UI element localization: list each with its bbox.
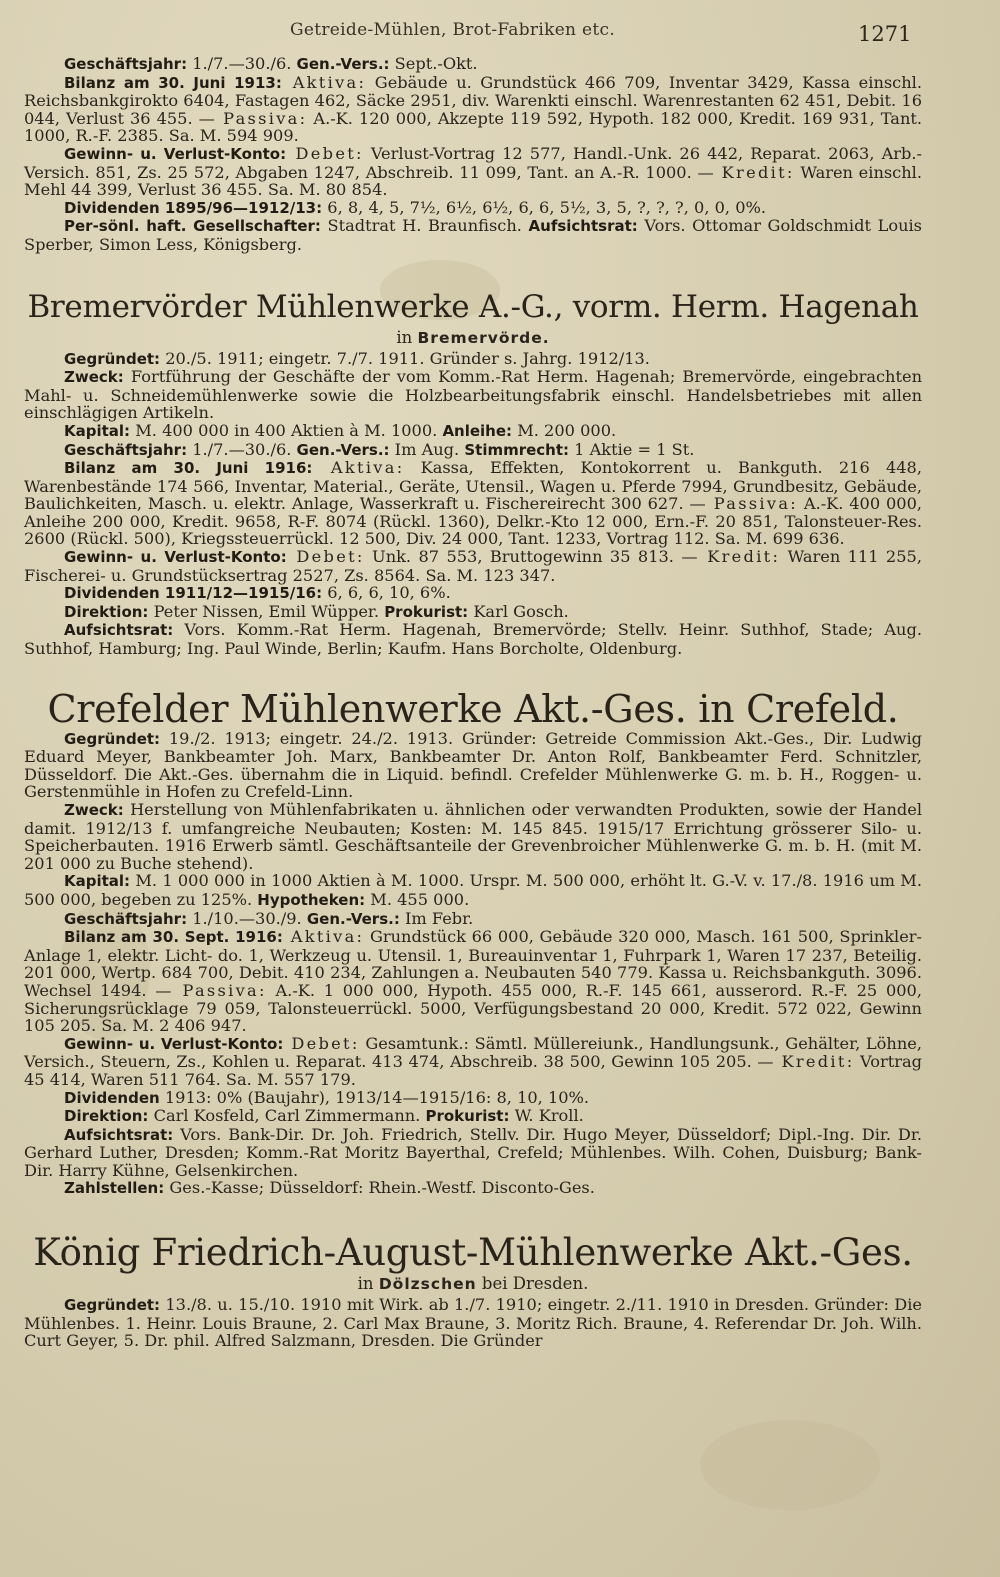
- location-text: bei Dresden.: [476, 1274, 589, 1294]
- entry-paragraph: [24, 872, 922, 909]
- field-label: Gewinn- u. Verlust-Konto:: [64, 144, 287, 163]
- paper-stain: [700, 1420, 880, 1510]
- entry-paragraph: [24, 584, 922, 603]
- location-name: Bremervörde.: [417, 328, 550, 347]
- field-label: Dividenden: [64, 1088, 160, 1107]
- running-head: [0, 10, 1000, 46]
- field-label: Dividenden 1911/12—1915/16:: [64, 584, 323, 603]
- field-value: 13./8. u. 15./10. 1910 mit Wirk. ab 1./7. 1910; eingetr. 2./11. 1910 in Dresden. Gründer: Die Mühlenbes. 1. Heinr. Louis Braune, 2. Carl Max Braune, 3. Moritz Rich. Braune, 4. Referendar Dr. Joh. Wilh. Curt Geyer, 5. Dr. phil. Alfred Salzmann, Dresden. Die Gründer: [24, 1295, 922, 1351]
- location-text: in: [357, 1274, 379, 1294]
- field-value: Vors. Ottomar Goldschmidt Louis Sperber, Simon Less, Königsberg.: [24, 216, 922, 254]
- field-value: Im Febr.: [399, 908, 474, 928]
- field-label: Bilanz am 30. Juni 1913:: [64, 73, 282, 92]
- field-value: Unk. 87 553, Bruttogewinn 35 813. —: [364, 547, 698, 567]
- field-value: Fortführung der Geschäfte der vom Komm.-Rat Herm. Hagenah; Bremervörde, eingebrachten Mahl- u. Schneidemühlenwerke sowie die Holzbearbeitungsfabrik einschl. Handelsbetriebes mit allen einschlägigen Artikeln.: [24, 367, 922, 423]
- location-text: in: [396, 327, 418, 347]
- entry-paragraph: [24, 422, 922, 441]
- entry-paragraph: [24, 1179, 922, 1198]
- field-value: Im Aug.: [389, 439, 465, 459]
- field-value: Vors. Komm.-Rat Herm. Hagenah, Bremervörde; Stellv. Heinr. Suthhof, Stade; Aug. Suthhof, Hamburg; Ing. Paul Winde, Berlin; Kaufm. Hans Borcholte, Oldenburg.: [24, 620, 922, 659]
- field-value: Gesamtunk.: Sämtl. Müllereiunk., Handlungsunk., Gehälter, Löhne, Versich., Steuern, Zs., Kohlen u. Reparat. 413 474, Abschreib. 38 500, Gewinn 105 205. —: [24, 1033, 922, 1072]
- field-value: M. 1 000 000 in 1000 Aktien à M. 1000. Urspr. M. 500 000, erhöht lt. G.-V. v. 17./8. 1916 um M. 500 000, begeben zu 125%.: [24, 871, 922, 909]
- field-label: Aufsichtsrat:: [64, 621, 174, 640]
- field-label: Geschäftsjahr:: [64, 909, 188, 928]
- field-value: Stadtrat H. Braunfisch.: [320, 216, 529, 236]
- entry-paragraph: [24, 1296, 922, 1350]
- entry-paragraph: [24, 1089, 922, 1108]
- field-value: 6, 6, 6, 10, 6%.: [322, 583, 451, 603]
- field-label: Direktion:: [64, 602, 149, 621]
- field-label: Gewinn- u. Verlust-Konto:: [64, 1034, 284, 1053]
- company-entry: [24, 286, 922, 658]
- field-value: Grundstück 66 000, Gebäude 320 000, Masch. 161 500, Sprinkler-Anlage 1, elektr. Licht- do. 1, Werkzeug u. Utensil. 1, Bureauinventar 1, Fuhrpark 1, Waren 17 237, Beteilig. 201 000, Wertp. 684 700, Debit. 410 234, Zahlungen a. Neubauten 540 779. Kassa u. Reichsbankguth. 3096. Wechsel 1494. —: [24, 927, 922, 1000]
- field-value: 1./7.—30./6.: [187, 439, 297, 459]
- company-location: [24, 328, 922, 348]
- field-label: Zweck:: [64, 801, 124, 819]
- field-value: A.-K. 120 000, Akzepte 119 592, Hypoth. 182 000, Kredit. 169 931, Tant. 1000, R.-F. 2385. Sa. M. 594 909.: [24, 108, 923, 146]
- field-label: Prokurist:: [425, 1107, 510, 1126]
- field-value: Peter Nissen, Emil Wüpper.: [148, 601, 385, 621]
- field-value: Ges.-Kasse; Düsseldorf: Rhein.-Westf. Disconto-Ges.: [164, 1178, 595, 1198]
- field-label: Hypotheken:: [257, 890, 366, 909]
- field-subheading: Debet:: [286, 547, 365, 567]
- field-value: Waren einschl. Mehl 44 399, Verlust 36 455. Sa. M. 80 854.: [24, 162, 922, 200]
- field-value: 1913: 0% (Baujahr), 1913/14—1915/16: 8, 10, 10%.: [159, 1087, 590, 1107]
- field-label: Gegründet:: [64, 349, 161, 368]
- field-label: Geschäftsjahr:: [64, 440, 188, 459]
- company-entry: [24, 688, 922, 1198]
- entry-paragraph: [24, 621, 922, 657]
- field-value: 1./10.—30./9.: [187, 908, 307, 928]
- field-value: Karl Gosch.: [468, 601, 569, 621]
- field-subheading: Kredit:: [697, 547, 781, 567]
- field-value: 20./5. 1911; eingetr. 7./7. 1911. Gründer s. Jahrg. 1912/13.: [160, 348, 650, 368]
- field-value: 6, 8, 4, 5, 7½, 6½, 6½, 6, 6, 5½, 3, 5, ?, ?, ?, 0, 0, 0%.: [322, 197, 767, 217]
- field-label: Prokurist:: [384, 602, 469, 621]
- field-subheading: Passiva:: [171, 980, 267, 1000]
- field-subheading: Kredit:: [713, 162, 795, 182]
- field-label: Aufsichtsrat:: [528, 217, 638, 236]
- entry-paragraph: [24, 217, 922, 253]
- running-title: Getreide-Mühlen, Brot-Fabriken etc.: [290, 20, 616, 40]
- field-value: W. Kroll.: [509, 1106, 584, 1126]
- field-value: Herstellung von Mühlenfabrikaten u. ähnlichen oder verwandten Produkten, sowie der Handel damit. 1912/13 f. umfangreiche Neubauten; Kosten: M. 145 845. 1915/17 Errichtung grösserer Silo- u. Speicherbauten. 1916 Erwerb sämtl. Geschäftsanteile der Grevenbroicher Mühlenwerke G. m. b. H. (mit M. 201 000 zu Buche stehend).: [24, 800, 922, 873]
- entry-paragraph: [24, 368, 922, 422]
- field-value: Vors. Bank-Dir. Dr. Joh. Friedrich, Stellv. Dir. Hugo Meyer, Düsseldorf; Dipl.-Ing. Dir. Dr. Gerhard Luther, Dresden; Komm.-Rat Moritz Bayerthal, Crefeld; Mühlenbes. Wilh. Cohen, Duisburg; Bank-Dir. Harry Kühne, Gelsenkirchen.: [24, 1124, 922, 1180]
- field-subheading: Debet:: [286, 143, 364, 163]
- entry-paragraph: [24, 730, 922, 801]
- field-value: Verlust-Vortrag 12 577, Handl.-Unk. 26 442, Reparat. 2063, Arb.-Versich. 851, Zs. 25 572, Abgaben 1247, Abschreib. 11 099, Tant. an A.-R. 1000. —: [24, 143, 922, 182]
- company-entry: [24, 55, 922, 254]
- field-value: 1 Aktie = 1 St.: [569, 439, 695, 459]
- field-subheading: Passiva:: [214, 108, 308, 128]
- field-label: Aufsichtsrat:: [64, 1125, 174, 1144]
- field-subheading: Debet:: [283, 1033, 360, 1053]
- field-subheading: Aktiva:: [282, 927, 365, 947]
- entry-paragraph: [24, 350, 922, 369]
- field-value: 1./7.—30./6.: [187, 54, 297, 73]
- page-number: 1271: [858, 22, 912, 46]
- entry-paragraph: [24, 199, 922, 218]
- entry-paragraph: [24, 928, 922, 1035]
- field-value: A.-K. 400 000, Anleihe 200 000, Kredit. 9658, R-F. 8074 (Rückl. 1360), Delkr.-Kto 12 000, Ern.-F. 20 851, Talonsteuer-Res. 2600 (Rückl. 500), Kriegssteuerrückl. 12 500, Div. 24 000, Tant. 1233, Vortrag 112. Sa. M. 699 636.: [24, 494, 923, 549]
- company-title: Crefelder Mühlenwerke Akt.-Ges. in Crefeld.: [47, 686, 899, 731]
- field-label: Gen.-Vers.:: [296, 55, 390, 73]
- entry-paragraph: [24, 55, 922, 74]
- field-value: M. 400 000 in 400 Aktien à M. 1000.: [130, 420, 443, 440]
- field-label: Bilanz am 30. Juni 1916:: [64, 459, 313, 478]
- field-value: M. 200 000.: [512, 420, 617, 440]
- entry-paragraph: [24, 1035, 922, 1089]
- field-label: Gewinn- u. Verlust-Konto:: [64, 548, 287, 567]
- entry-paragraph: [24, 603, 922, 622]
- entry-paragraph: [24, 910, 922, 929]
- field-label: Anleihe:: [442, 421, 513, 440]
- field-label: Gen.-Vers.:: [306, 909, 400, 928]
- entry-paragraph: [24, 459, 922, 548]
- field-label: Gen.-Vers.:: [296, 440, 390, 459]
- field-label: Per-sönl. haft. Gesellschafter:: [64, 217, 321, 236]
- field-label: Kapital:: [64, 421, 131, 440]
- field-label: Zahlstellen:: [64, 1179, 165, 1198]
- entry-paragraph: [24, 548, 922, 584]
- field-value: A.-K. 1 000 000, Hypoth. 455 000, R.-F. 145 661, ausserord. R.-F. 25 000, Sicherungsrücklage 79 059, Talonsteuerrückl. 5000, Verfügungsbestand 20 000, Kredit. 572 022, Gewinn 105 205. Sa. M. 2 406 947.: [24, 980, 923, 1036]
- field-label: Gegründet:: [64, 1296, 161, 1315]
- entry-paragraph: [24, 1126, 922, 1180]
- field-value: 19./2. 1913; eingetr. 24./2. 1913. Gründer: Getreide Commission Akt.-Ges., Dir. Ludwig Eduard Meyer, Bankbeamter Joh. Marx, Bankbeamter Dr. Anton Rolf, Bankbeamter Ferd. Schnitzler, Düsseldorf. Die Akt.-Ges. übernahm die in Liquid. befindl. Crefelder Mühlenwerke G. m. b. H., Roggen- u. Gerstenmühle in Hofen zu Crefeld-Linn.: [24, 728, 922, 802]
- field-value: Vortrag 45 414, Waren 511 764. Sa. M. 557 179.: [24, 1052, 922, 1089]
- field-subheading: Aktiva:: [281, 72, 367, 92]
- field-value: Gebäude u. Grundstück 466 709, Inventar 3429, Kassa einschl. Reichsbankgirokto 6404, Fastagen 462, Säcke 2951, div. Warenkti einschl. Warenrestanten 62 451, Debit. 16 044, Verlust 36 455. —: [24, 72, 922, 128]
- field-label: Dividenden 1895/96—1912/13:: [64, 198, 323, 217]
- entry-paragraph: [24, 145, 922, 199]
- page-content: [24, 55, 922, 1350]
- company-title: König Friedrich-August-Mühlenwerke Akt.-Ges.: [33, 1231, 913, 1275]
- field-value: Carl Kosfeld, Carl Zimmermann.: [148, 1106, 426, 1126]
- entry-paragraph: [24, 441, 922, 460]
- field-subheading: Aktiva:: [312, 458, 405, 478]
- company-title: Bremervörder Mühlenwerke A.-G., vorm. Herm. Hagenah: [27, 288, 919, 325]
- field-subheading: Passiva:: [705, 494, 799, 514]
- company-entry: [24, 1232, 922, 1350]
- field-label: Kapital:: [64, 872, 131, 891]
- field-label: Gegründet:: [64, 729, 161, 748]
- field-value: M. 455 000.: [365, 889, 470, 909]
- field-value: Kassa, Effekten, Kontokorrent u. Bankguth. 216 448, Warenbestände 174 566, Inventar, Material., Geräte, Utensil., Wagen u. Pferde 7994, Grundbesitz, Gebäude, Baulichkeiten, Masch. u. elektr. Anlage, Wasserkraft u. Fischereirecht 300 627. —: [24, 458, 923, 514]
- field-value: Sept.-Okt.: [389, 54, 478, 73]
- entry-paragraph: [24, 801, 922, 872]
- field-label: Stimmrecht:: [464, 440, 570, 459]
- field-label: Direktion:: [64, 1107, 149, 1126]
- field-value: Waren 111 255, Fischerei- u. Grundstücksertrag 2527, Zs. 8564. Sa. M. 123 347.: [24, 547, 922, 585]
- entry-paragraph: [24, 1107, 922, 1126]
- company-location: [24, 1274, 922, 1294]
- field-subheading: Kredit:: [773, 1052, 855, 1072]
- location-name: Dölzschen: [378, 1275, 477, 1294]
- field-label: Bilanz am 30. Sept. 1916:: [64, 928, 283, 947]
- field-label: Zweck:: [64, 368, 124, 387]
- field-label: Geschäftsjahr:: [64, 55, 188, 73]
- entry-paragraph: [24, 74, 922, 145]
